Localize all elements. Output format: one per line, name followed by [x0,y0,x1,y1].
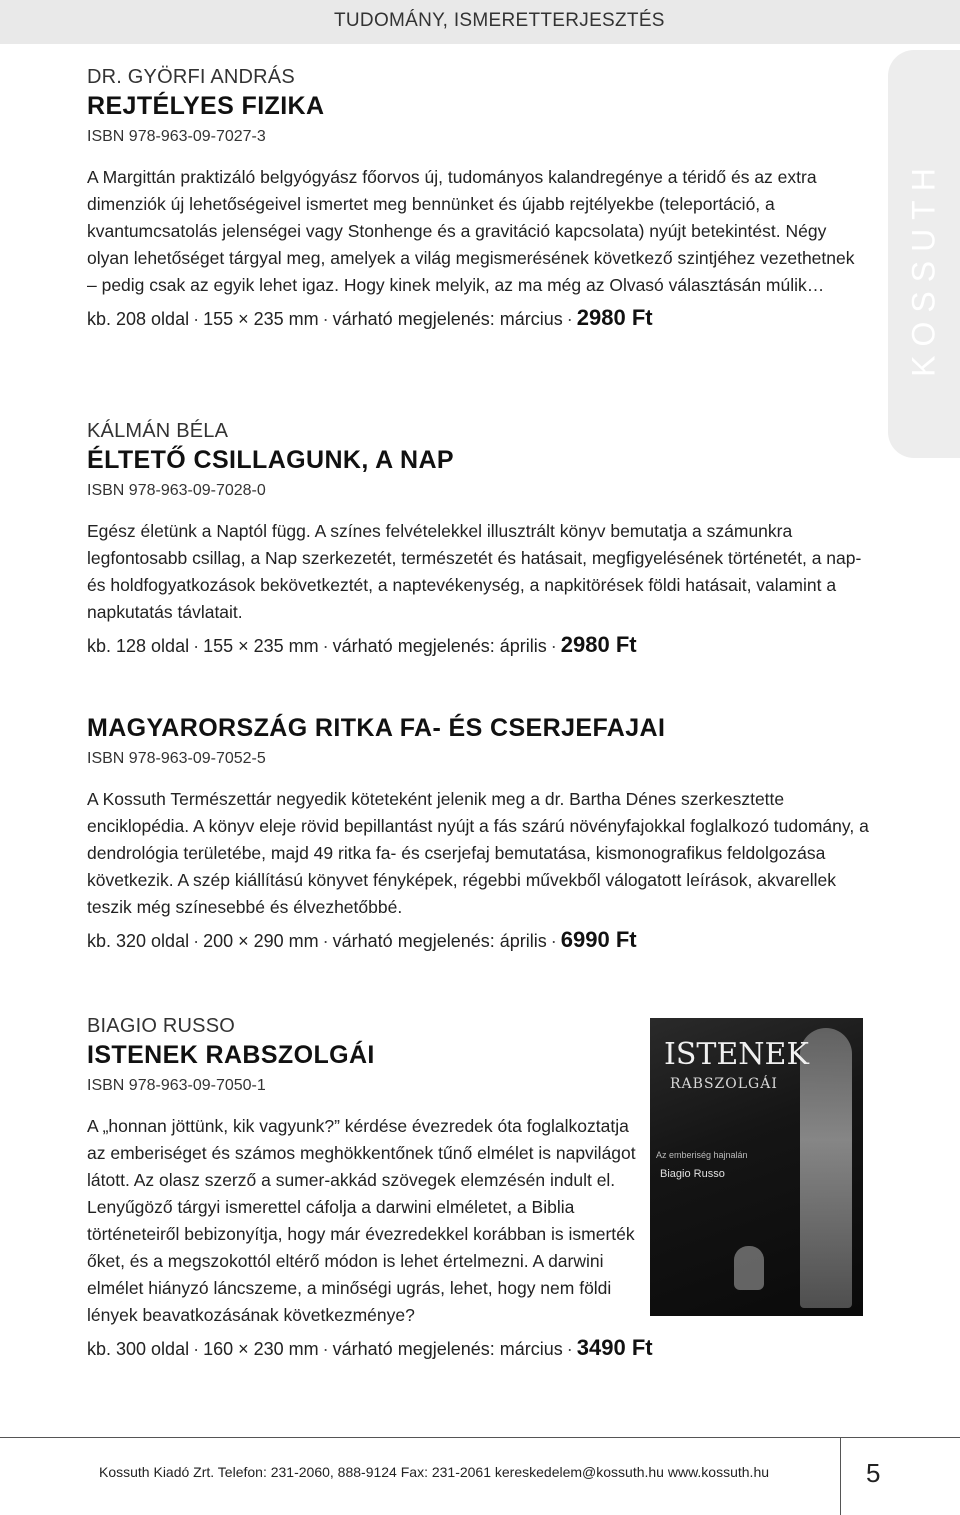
cover-subtitle: RABSZOLGÁI [670,1076,778,1092]
book-author: BIAGIO RUSSO [87,1015,235,1037]
book-price: 6990 Ft [560,927,637,952]
book-isbn: ISBN 978-963-09-7027-3 [87,128,266,145]
footer-contact: Kossuth Kiadó Zrt. Telefon: 231-2060, 888-9124 Fax: 231-2061 kereskedelem@kossuth.hu www.kossuth.hu [99,1464,770,1480]
book-release: várható megjelenés: április [332,636,547,656]
book-title: MAGYARORSZÁG RITKA FA- ÉS CSERJEFAJAI [87,714,666,742]
book-price: 2980 Ft [576,305,653,330]
book-size: 155 × 235 mm [203,636,319,656]
book-cover-image [650,1018,863,1316]
book-pages: kb. 128 oldal [87,636,190,656]
book-price: 3490 Ft [576,1335,653,1360]
cover-tagline: Az emberiség hajnalán [656,1150,748,1160]
book-pages: kb. 208 oldal [87,309,190,329]
footer-divider [0,1437,960,1438]
book-size: 160 × 230 mm [203,1339,319,1359]
book-author: KÁLMÁN BÉLA [87,420,229,442]
book-isbn: ISBN 978-963-09-7052-5 [87,750,266,767]
book-title: REJTÉLYES FIZIKA [87,92,325,120]
book-release: várható megjelenés: március [332,1339,563,1359]
cover-owl-illustration [734,1246,764,1290]
book-meta: kb. 208 oldal · 155 × 235 mm · várható megjelenés: március · 2980 Ft [87,305,653,330]
book-meta: kb. 300 oldal · 160 × 230 mm · várható megjelenés: március · 3490 Ft [87,1335,653,1360]
book-release: várható megjelenés: március [332,309,563,329]
book-price: 2980 Ft [560,632,637,657]
book-isbn: ISBN 978-963-09-7050-1 [87,1077,266,1094]
category-heading: TUDOMÁNY, ISMERETTERJESZTÉS [334,10,665,31]
page-number: 5 [866,1458,881,1488]
book-meta: kb. 128 oldal · 155 × 235 mm · várható megjelenés: április · 2980 Ft [87,632,637,657]
book-entry [87,418,877,659]
book-entry [87,712,877,954]
book-size: 155 × 235 mm [203,309,319,329]
cover-author: Biagio Russo [660,1168,725,1180]
book-pages: kb. 320 oldal [87,931,190,951]
book-author: DR. GYÖRFI ANDRÁS [87,66,295,88]
book-title: ÉLTETŐ CSILLAGUNK, A NAP [87,446,454,474]
footer-vertical-divider [840,1437,841,1515]
publisher-side-label: KOSSUTH [905,159,942,377]
book-description: A Kossuth Természettár negyedik köteteként jelenik meg a dr. Bartha Dénes szerkesztette enciklopédia. A könyv eleje rövid bepillantást nyújt a fás szárú növényfajokkal foglalkozó tudomány, a dendrológia területébe, majd 49 ritka fa- és cserjefaj bemutatása, kismonografikus feldolgozása következik. A szép kiállítású könyvet fényképek, régebbi művekből válogatott leírások, akvarellek teszik még színesebbé és élvezhetőbbé. [87,789,869,917]
book-entry [87,1013,653,1362]
book-size: 200 × 290 mm [203,931,319,951]
book-pages: kb. 300 oldal [87,1339,190,1359]
book-title: ISTENEK RABSZOLGÁI [87,1041,375,1069]
book-description: Egész életünk a Naptól függ. A színes felvételekkel illusztrált könyv bemutatja a számunkra legfontosabb csillag, a Nap szerkezetét, természetét és hatásait, megfigyelésének történetét, a nap- és holdfogyatkozások bekövetkeztét, a naptevékenység, a napkitörések földi hatásait, valamint a napkutatás távlatait. [87,521,862,622]
book-description: A „honnan jöttünk, kik vagyunk?” kérdése évezredek óta foglalkoztatja az emberiséget és számos meghökkentőnek tűnő elmélet is napvilágot látott. Az olasz szerző a sumer-akkád szövegek elemzésén indult el. Lenyűgöző tárgyi ismerettel cáfolja a darwini elméletet, a Biblia történeteiről bebizonyítja, hogy már évezredekkel korábban is ismerték őket, és a megszokottól eltérő módon is lehet értelmezni. A darwini elmélet hiányzó láncszeme, a minőségi ugrás, lehet, hogy nem földi lények beavatkozásának következménye? [87,1116,636,1325]
book-isbn: ISBN 978-963-09-7028-0 [87,482,266,499]
book-meta: kb. 320 oldal · 200 × 290 mm · várható megjelenés: április · 6990 Ft [87,927,637,952]
book-description: A Margittán praktizáló belgyógyász főorvos új, tudományos kalandregénye a téridő és az extra dimenziók új lehetőségeivel ismertet meg bennünket és újabb rejtélyekbe (teleportáció, a kvantumcsatolás jelenségei vagy Stonhenge és a gravitáció kapcsolata) nyújt betekintést. Négy olyan lehetőséget tárgyal meg, amelyek a világ megismerésének következő szintjéhez vezethetnek – pedig csak az egyik lehet igaz. Hogy kinek melyik, az ma még az Olvasó választásán múlik… [87,167,855,295]
book-entry [87,64,857,332]
cover-title: ISTENEK [664,1037,809,1072]
book-release: várható megjelenés: április [332,931,547,951]
